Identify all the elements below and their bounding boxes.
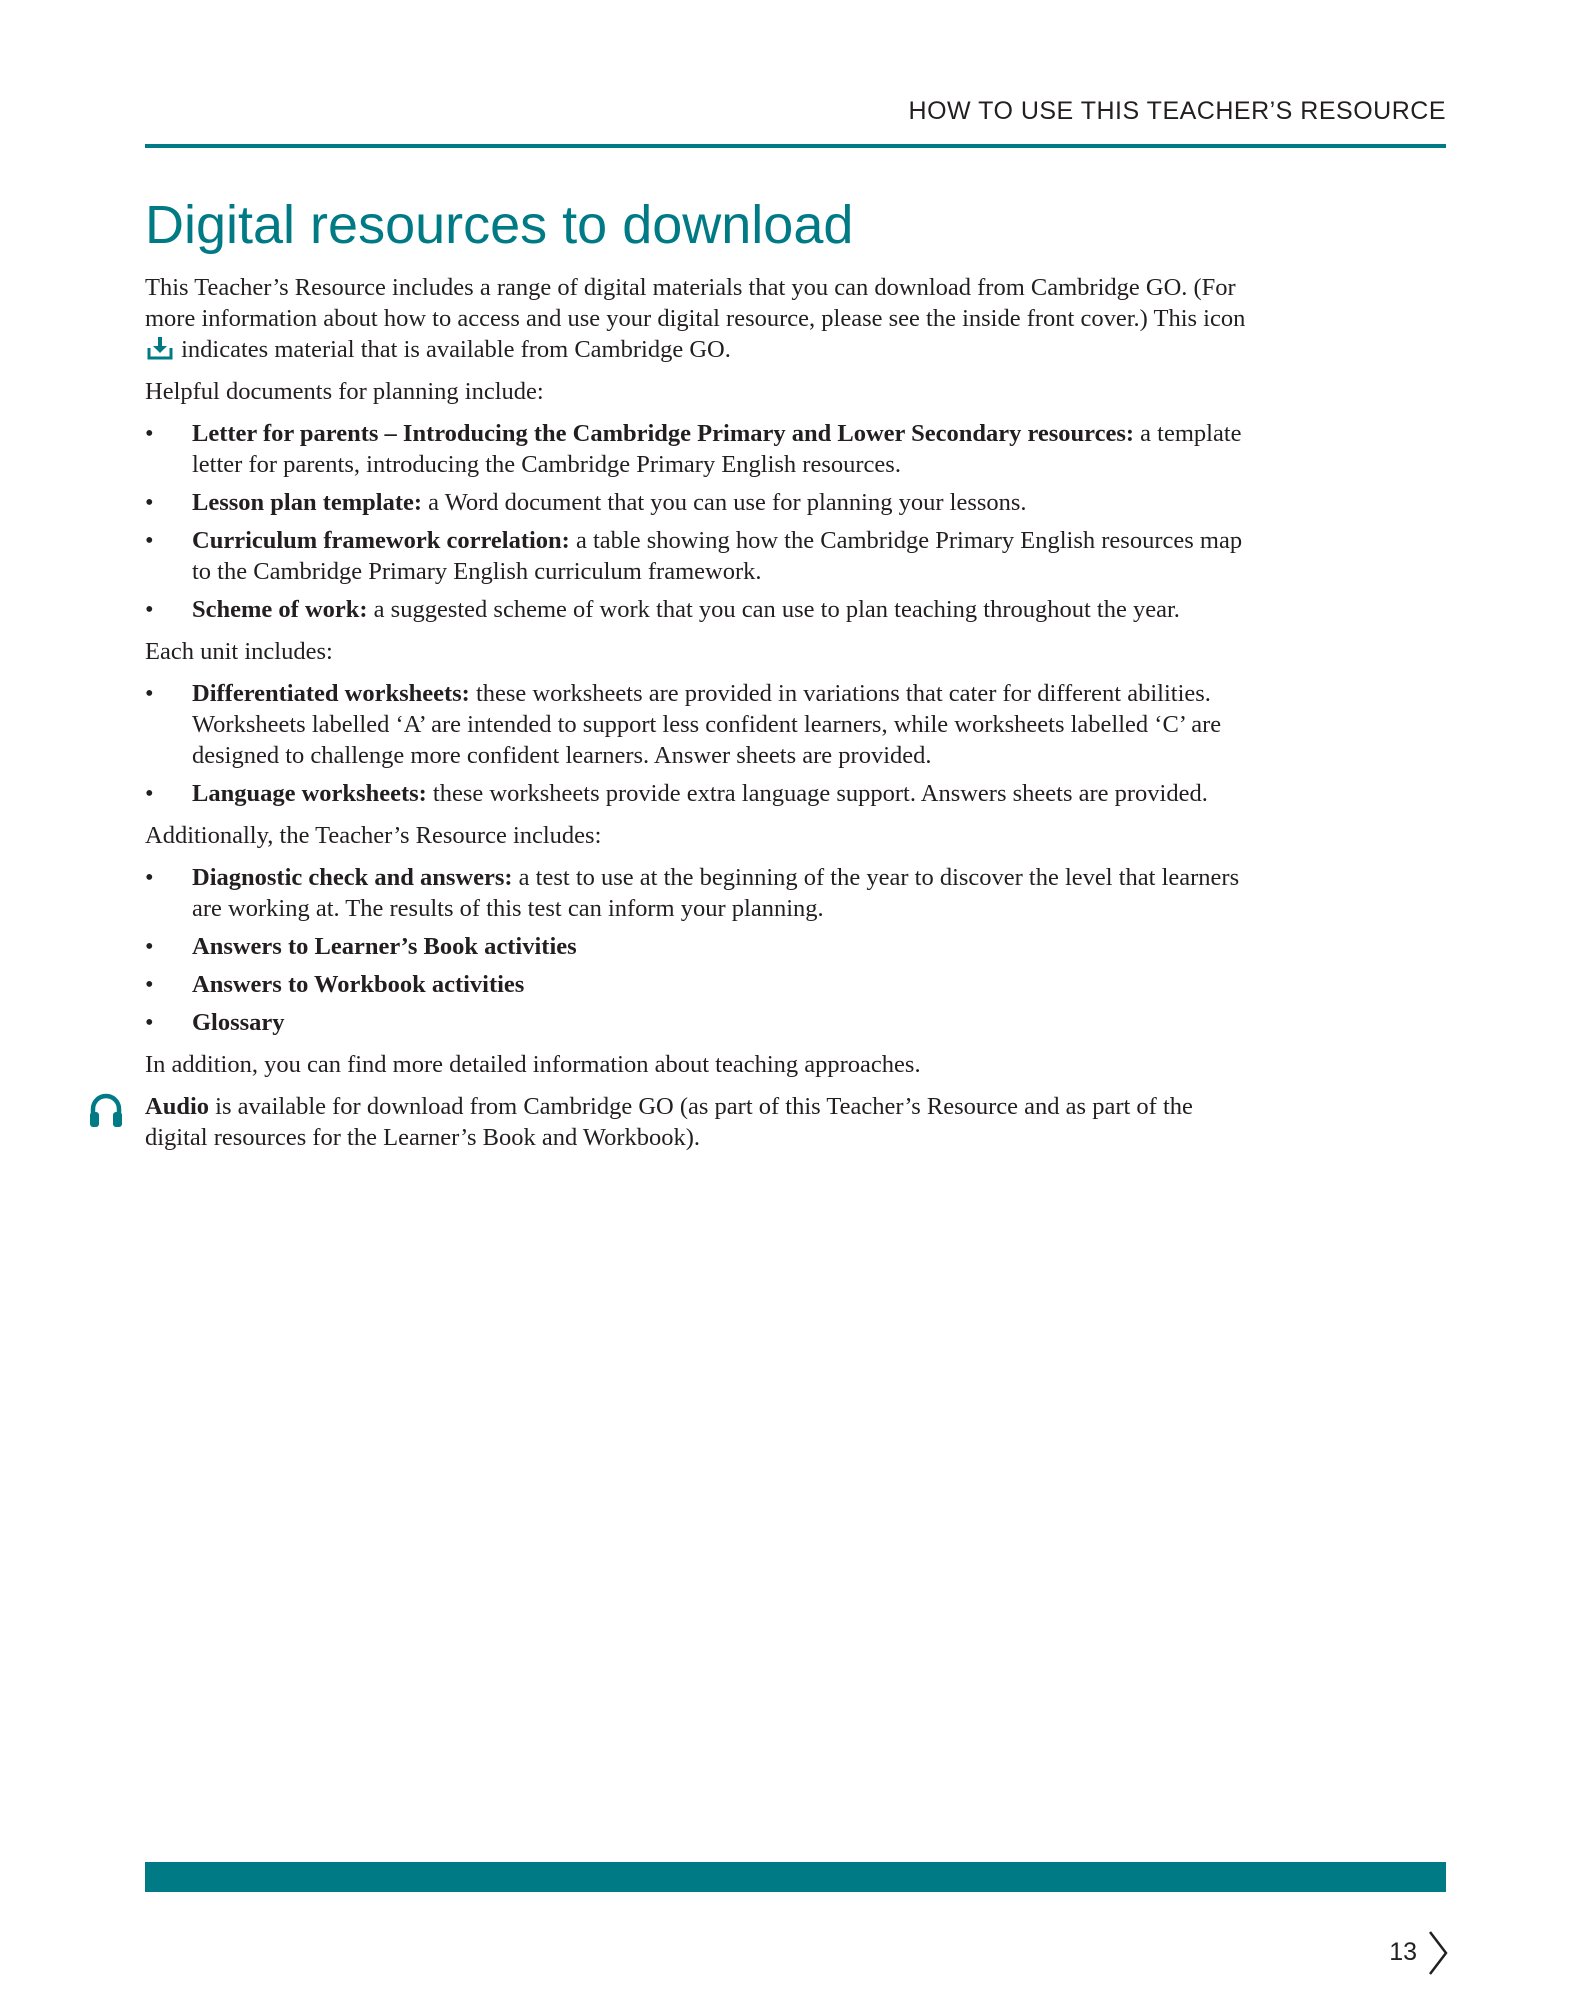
footer-bar xyxy=(145,1862,1446,1892)
list-item xyxy=(145,1007,1255,1038)
item-title: Scheme of work: xyxy=(192,596,368,623)
unit-heading: Each unit includes: xyxy=(145,638,333,665)
item-title: Language worksheets: xyxy=(192,780,427,807)
bullet: • xyxy=(145,420,154,447)
item-text: a test to use at the beginning of the year to discover the level that learners are working at. The results of this test can inform your planning. xyxy=(192,864,1240,922)
bullet: • xyxy=(145,780,154,807)
page-title: Digital resources to download xyxy=(145,195,854,255)
approaches-paragraph: In addition, you can find more detailed information about teaching approaches. xyxy=(145,1051,921,1078)
bullet: • xyxy=(145,596,154,623)
running-head: HOW TO USE THIS TEACHER’S RESOURCE xyxy=(908,97,1446,125)
item-text: these worksheets are provided in variations that cater for different abilities. Worksheets labelled ‘A’ are intended to support less confident learners, while worksheets labelled ‘C’ are designed to challenge more confident learners. Answer sheets are provided. xyxy=(192,680,1222,769)
header-rule xyxy=(145,144,1446,148)
item-title: Lesson plan template: xyxy=(192,489,423,516)
list-item xyxy=(145,969,1255,1000)
page-number: 13 xyxy=(1389,1938,1417,1966)
download-icon xyxy=(147,335,173,361)
list-item xyxy=(145,931,1255,962)
planning-heading: Helpful documents for planning include: xyxy=(145,378,544,405)
audio-text: is available for download from Cambridge GO (as part of this Teacher’s Resource and as part of the digital resources for the Learner’s Book and Workbook). xyxy=(145,1093,1193,1151)
intro-paragraph xyxy=(145,272,1255,365)
item-text: a Word document that you can use for planning your lessons. xyxy=(422,489,1027,516)
audio-paragraph xyxy=(145,1091,1255,1153)
main-content xyxy=(145,272,1255,1164)
list-item xyxy=(145,487,1255,518)
unit-list xyxy=(145,678,1255,809)
additional-list xyxy=(145,862,1255,1038)
item-title: Answers to Workbook activities xyxy=(192,971,525,998)
item-text: a suggested scheme of work that you can use to plan teaching throughout the year. xyxy=(367,596,1180,623)
bullet: • xyxy=(145,489,154,516)
bullet: • xyxy=(145,680,154,707)
intro-text-part1: This Teacher’s Resource includes a range of digital materials that you can download from Cambridge GO. (For more information about how to access and use your digital resource, please see the inside front cover.) This icon xyxy=(145,274,1246,332)
additional-heading: Additionally, the Teacher’s Resource includes: xyxy=(145,822,602,849)
item-title: Letter for parents – Introducing the Cambridge Primary and Lower Secondary resources: xyxy=(192,420,1135,447)
intro-text-part2: indicates material that is available from Cambridge GO. xyxy=(181,336,731,363)
item-title: Differentiated worksheets: xyxy=(192,680,470,707)
bullet: • xyxy=(145,864,154,891)
bullet: • xyxy=(145,527,154,554)
item-text: these worksheets provide extra language support. Answers sheets are provided. xyxy=(426,780,1208,807)
chevron-right-icon[interactable] xyxy=(1427,1930,1449,1976)
item-title: Glossary xyxy=(192,1009,285,1036)
audio-label: Audio xyxy=(145,1093,210,1120)
item-text: a template letter for parents, introducing the Cambridge Primary English resources. xyxy=(192,420,1242,478)
item-title: Answers to Learner’s Book activities xyxy=(192,933,577,960)
list-item xyxy=(145,418,1255,480)
bullet: • xyxy=(145,1009,154,1036)
list-item xyxy=(145,678,1255,771)
item-title: Curriculum framework correlation: xyxy=(192,527,570,554)
bullet: • xyxy=(145,971,154,998)
item-title: Diagnostic check and answers: xyxy=(192,864,513,891)
item-text: a table showing how the Cambridge Primary English resources map to the Cambridge Primary English curriculum framework. xyxy=(192,527,1243,585)
list-item xyxy=(145,862,1255,924)
list-item xyxy=(145,525,1255,587)
bullet: • xyxy=(145,933,154,960)
list-item xyxy=(145,594,1255,625)
planning-list xyxy=(145,418,1255,625)
list-item xyxy=(145,778,1255,809)
headphones-icon xyxy=(87,1091,125,1129)
